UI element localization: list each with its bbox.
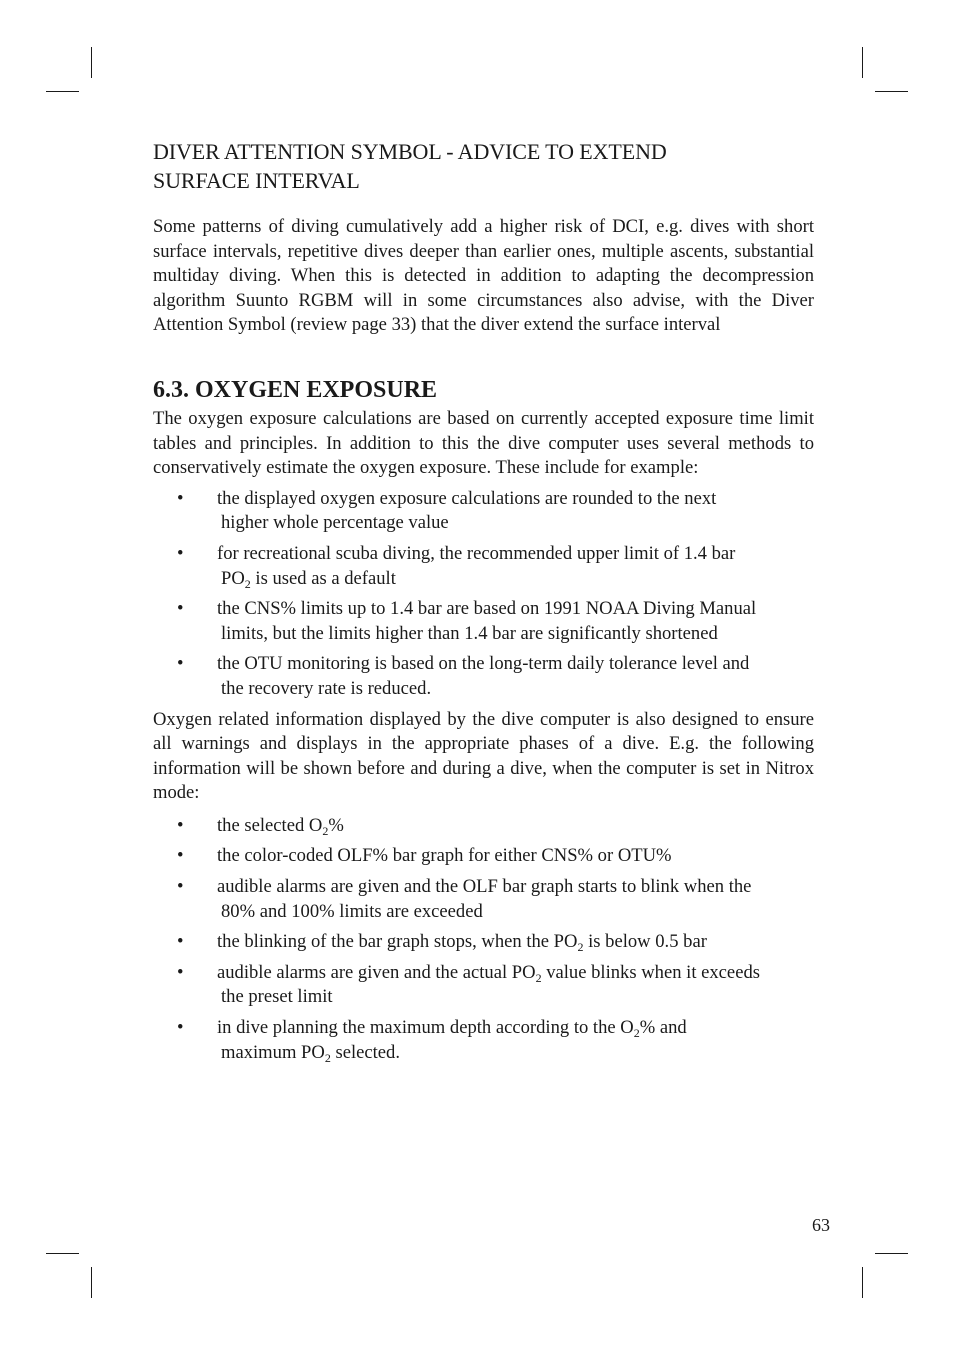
page-number: 63 <box>812 1215 830 1235</box>
subheading-line-1: DIVER ATTENTION SYMBOL - ADVICE TO EXTEND <box>153 139 667 164</box>
bullet-dot: • <box>177 961 184 983</box>
paragraph-oxygen-calculations: The oxygen exposure calculations are based on currently accepted exposure time limit tables and principles. In addition to this the dive computer uses several methods to conservatively estimate the oxygen exposure. These include for example: <box>153 407 814 479</box>
list-item-text-rest: is below 0.5 bar <box>583 931 707 953</box>
list-item <box>153 597 814 646</box>
subscript: 2 <box>322 823 329 838</box>
list-item <box>153 542 814 591</box>
bullet-dot: • <box>177 931 184 953</box>
bullet-dot: • <box>177 876 184 898</box>
list-item-text-continued: limits, but the limits higher than 1.4 bar are significantly shortened <box>221 622 718 644</box>
text-rest: is used as a default <box>250 567 396 589</box>
section-title: 6.3. OXYGEN EXPOSURE <box>153 376 438 403</box>
crop-mark-bottom-right-vertical <box>862 1267 863 1298</box>
list-item <box>153 844 814 869</box>
list-item <box>153 814 814 839</box>
text-maximum-po: maximum PO <box>221 1041 325 1063</box>
list-item-text: the blinking of the bar graph stops, when the PO <box>217 931 578 953</box>
list-conservative-methods <box>153 487 814 702</box>
crop-mark-top-left-vertical <box>91 47 92 78</box>
list-item-text-continued: the preset limit <box>221 986 333 1008</box>
list-item-text-rest: value blinks when it exceeds <box>541 961 760 983</box>
subscript: 2 <box>244 576 251 591</box>
bullet-dot: • <box>177 598 184 620</box>
list-item-text-continued: higher whole percentage value <box>221 512 449 534</box>
bullet-dot: • <box>177 845 184 867</box>
crop-mark-top-right-vertical <box>862 47 863 78</box>
text-selected: selected. <box>330 1041 401 1063</box>
list-item-text-continued: 80% and 100% limits are exceeded <box>221 900 483 922</box>
subheading <box>153 137 814 195</box>
paragraph-oxygen-information: Oxygen related information displayed by the dive computer is also designed to ensure all warnings and displays in the appropriate phases of a dive. E.g. the following information will be shown before and during a dive, when the computer is set in Nitrox mode: <box>153 708 814 804</box>
list-nitrox-information <box>153 814 814 1065</box>
list-item <box>153 1016 814 1065</box>
crop-mark-bottom-left-horizontal <box>46 1253 79 1254</box>
list-item-text: audible alarms are given and the actual PO <box>217 961 536 983</box>
bullet-dot: • <box>177 1017 184 1039</box>
list-item-text: in dive planning the maximum depth according to the O <box>217 1017 634 1039</box>
list-item-text: audible alarms are given and the OLF bar graph starts to blink when the <box>217 876 752 898</box>
list-item-text-rest: % <box>328 814 344 836</box>
list-item-text-rest: % and <box>639 1017 687 1039</box>
crop-mark-bottom-left-vertical <box>91 1267 92 1298</box>
subheading-line-2: SURFACE INTERVAL <box>153 168 360 193</box>
list-item-text: the CNS% limits up to 1.4 bar are based on 1991 NOAA Diving Manual <box>217 598 757 620</box>
paragraph-surface-interval: Some patterns of diving cumulatively add a higher risk of DCI, e.g. dives with short surface intervals, repetitive dives deeper than earlier ones, multiple ascents, substantial multiday diving. When this is detected in addition to adapting the decompression algorithm Suunto RGBM will in some circumstances also advise, with the Diver Attention Symbol (review page 33) that the diver extend the surface interval <box>153 216 814 336</box>
subscript: 2 <box>535 970 542 985</box>
list-item-text: the OTU monitoring is based on the long-term daily tolerance level and <box>217 653 750 675</box>
bullet-dot: • <box>177 542 184 564</box>
list-item-text: for recreational scuba diving, the recommended upper limit of 1.4 bar <box>217 542 736 564</box>
subscript: 2 <box>577 940 584 955</box>
list-item <box>153 487 814 536</box>
list-item <box>153 961 814 1010</box>
subscript: 2 <box>324 1050 331 1065</box>
list-item-text: the color-coded OLF% bar graph for either CNS% or OTU% <box>217 845 672 867</box>
bullet-dot: • <box>177 814 184 836</box>
bullet-dot: • <box>177 653 184 675</box>
crop-mark-top-right-horizontal <box>875 91 908 92</box>
list-item-text: the selected O <box>217 814 323 836</box>
page-content <box>153 137 814 1071</box>
list-item-text-continued <box>217 1041 814 1066</box>
crop-mark-bottom-right-horizontal <box>875 1253 908 1254</box>
subscript: 2 <box>633 1026 640 1041</box>
list-item <box>153 875 814 924</box>
list-item <box>153 930 814 955</box>
list-item-text-continued: the recovery rate is reduced. <box>221 677 432 699</box>
crop-mark-top-left-horizontal <box>46 91 79 92</box>
bullet-dot: • <box>177 487 184 509</box>
list-item <box>153 652 814 701</box>
list-item-text: the displayed oxygen exposure calculations are rounded to the next <box>217 487 717 509</box>
text-po: PO <box>221 567 245 589</box>
list-item-text-continued <box>217 567 814 592</box>
